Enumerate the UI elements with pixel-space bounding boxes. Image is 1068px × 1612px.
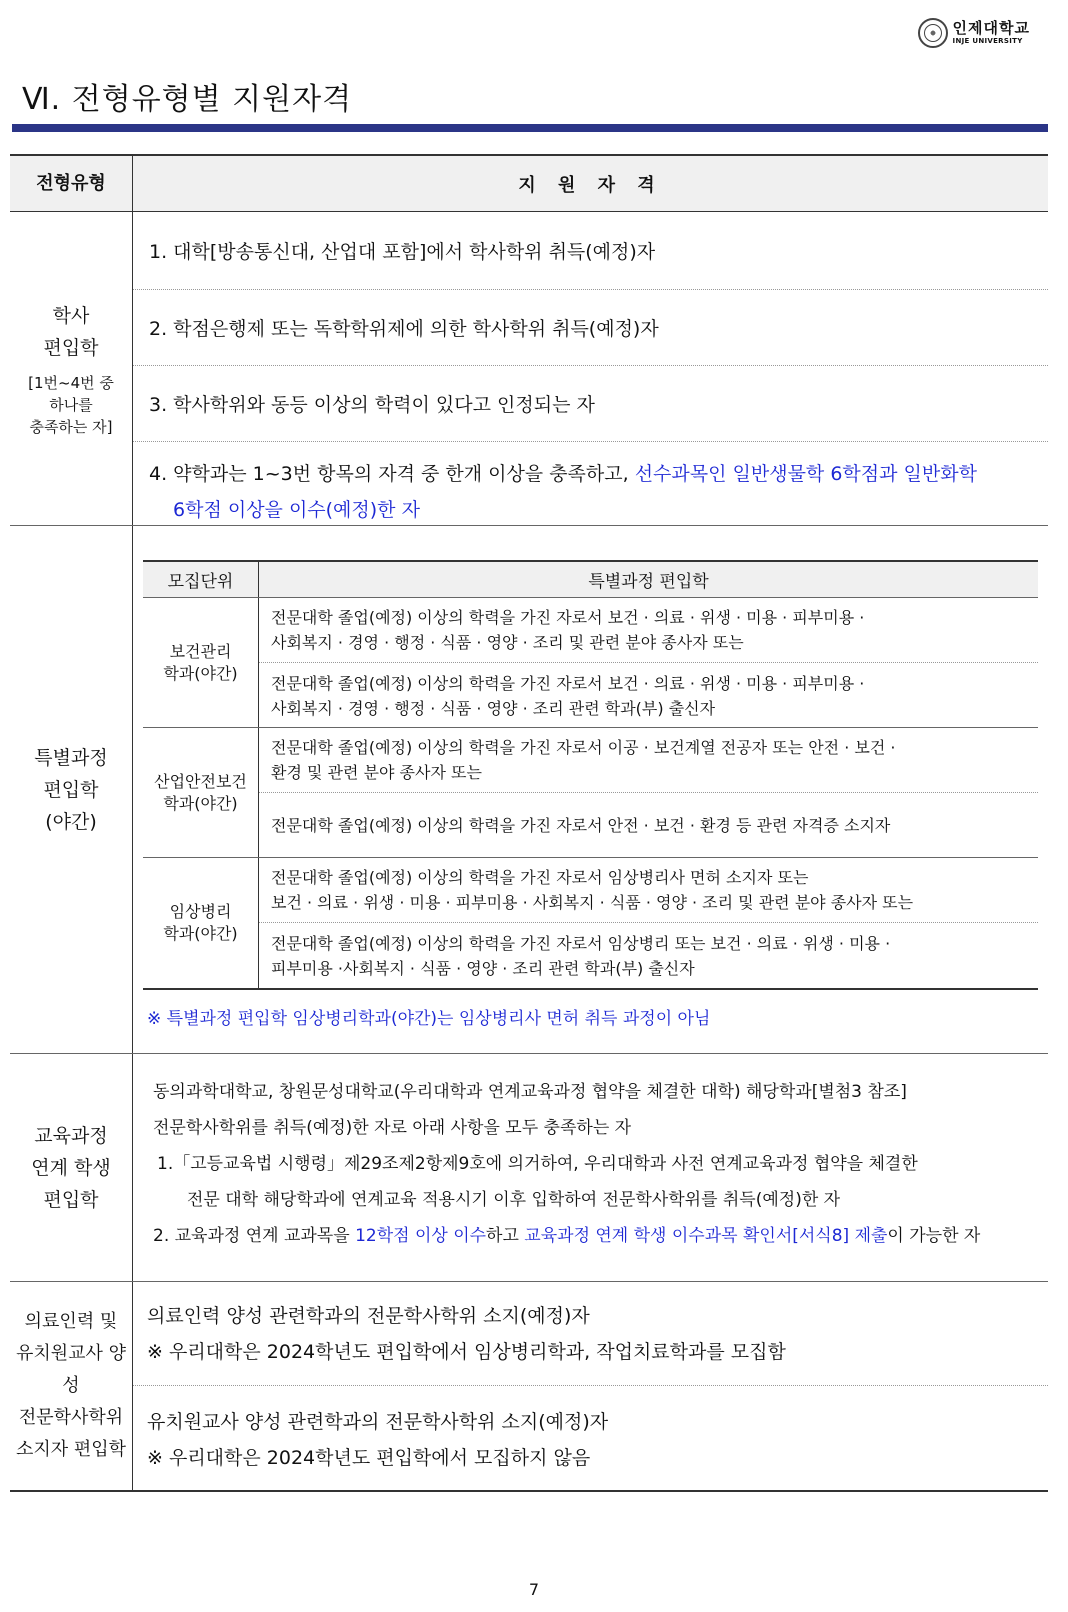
special-table <box>143 560 1038 990</box>
table-header <box>10 156 1048 212</box>
unit-clinical-qual-1-line1: 전문대학 졸업(예정) 이상의 학력을 가진 자로서 임상병리사 면허 소지자 또는 <box>271 868 809 887</box>
edu-content <box>133 1054 1048 1281</box>
unit-health-qual-2 <box>259 663 1038 728</box>
edu-line-5-highlight-form: 교육과정 연계 학생 이수과목 확인서[서식8] 제출 <box>524 1226 888 1246</box>
bachelor-label <box>10 212 133 525</box>
special-note: ※ 특별과정 편입학 임상병리학과(야간)는 임상병리사 면허 취득 과정이 아님 <box>147 1009 711 1029</box>
unit-health-quals <box>259 598 1038 727</box>
row-bachelor <box>10 212 1048 526</box>
heading-underline <box>12 124 1048 132</box>
medical-label-line2: 유치원교사 양성 <box>15 1343 127 1396</box>
eligibility-table <box>10 154 1048 1492</box>
medical-label-line4: 소지자 편입학 <box>15 1439 127 1460</box>
edu-label-line1: 교육과정 <box>34 1124 108 1147</box>
edu-line-5-c: 하고 <box>486 1226 525 1246</box>
bachelor-item-4-text: 4. 약학과는 1~3번 항목의 자격 중 한개 이상을 충족하고, <box>149 463 635 485</box>
medical-label-line1: 의료인력 및 <box>24 1311 118 1332</box>
bachelor-item-3: 3. 학사학위와 동등 이상의 학력이 있다고 인정되는 자 <box>133 366 1048 442</box>
section-heading: Ⅵ. 전형유형별 지원자격 <box>22 82 353 117</box>
unit-safety-line2: 학과(야간) <box>163 793 238 813</box>
header-eligibility: 지 원 자 격 <box>518 174 663 196</box>
unit-health-line1: 보건관리 <box>169 641 232 661</box>
unit-safety-qual-1 <box>259 728 1038 793</box>
unit-health-qual-2-line1: 전문대학 졸업(예정) 이상의 학력을 가진 자로서 보건 · 의료 · 위생 · 미용 · 피부미용 · <box>271 673 865 693</box>
special-unit-clinical <box>143 858 1038 988</box>
unit-clinical-label <box>143 858 259 988</box>
unit-clinical-qual-1 <box>259 858 1038 923</box>
unit-clinical-qual-2-line2: 피부미용 ·사회복지 · 식품 · 영양 · 조리 관련 학과(부) 출신자 <box>271 958 695 978</box>
unit-safety-qual-1-line2: 환경 및 관련 분야 종사자 또는 <box>271 763 482 782</box>
page-number: 7 <box>528 1580 540 1599</box>
header-type: 전형유형 <box>10 156 133 211</box>
special-label-line2: 편입학 <box>43 778 99 801</box>
logo-english: INJE UNIVERSITY <box>952 37 1023 45</box>
bachelor-sub <box>28 372 114 438</box>
special-label-line3: (야간) <box>45 810 97 833</box>
special-unit-health <box>143 598 1038 728</box>
medical-content <box>133 1282 1048 1490</box>
edu-line-4: 전문 대학 해당학과에 연계교육 적용시기 이후 입학하여 전문학사학위를 취득(예정)한 자 <box>187 1190 841 1210</box>
unit-health-qual-2-line2: 사회복지 · 경영 · 행정 · 식품 · 영양 · 조리 관련 학과(부) 출신자 <box>271 698 716 718</box>
medical-item <box>133 1282 1048 1386</box>
row-edu-linked <box>10 1054 1048 1282</box>
unit-clinical-line1: 임상병리 <box>169 902 232 921</box>
medical-label <box>10 1282 133 1490</box>
bachelor-sub-line1: [1번~4번 중 <box>28 373 114 392</box>
unit-health-qual-1-line2: 사회복지 · 경영 · 행정 · 식품 · 영양 · 조리 및 관련 분야 종사자 또는 <box>271 633 744 652</box>
university-logo <box>918 18 1030 48</box>
kindergarten-item-line2: ※ 우리대학은 2024학년도 편입학에서 모집하지 않음 <box>147 1447 591 1469</box>
special-header-course: 특별과정 편입학 <box>588 572 709 592</box>
medical-label-line3: 전문학사학위 <box>18 1407 124 1428</box>
unit-clinical-qual-2-line1: 전문대학 졸업(예정) 이상의 학력을 가진 자로서 임상병리 또는 보건 · 의료 · 위생 · 미용 · <box>271 933 891 953</box>
unit-safety-qual-2: 전문대학 졸업(예정) 이상의 학력을 가진 자로서 안전 · 보건 · 환경 등 관련 자격증 소지자 <box>271 816 891 835</box>
medical-item-line1: 의료인력 양성 관련학과의 전문학사학위 소지(예정)자 <box>147 1305 590 1327</box>
unit-clinical-line2: 학과(야간) <box>163 924 238 943</box>
bachelor-items <box>133 212 1048 525</box>
unit-clinical-quals <box>259 858 1038 988</box>
edu-line-3: 1.「고등교육법 시행령」제29조제2항제9호에 의거하여, 우리대학과 사전 연계교육과정 협약을 체결한 <box>157 1154 918 1174</box>
unit-health-label <box>143 598 259 727</box>
row-medical-kindergarten <box>10 1282 1048 1490</box>
bachelor-label-line1: 학사 <box>52 304 90 327</box>
edu-line-5-e: 이 가능한 자 <box>887 1226 981 1246</box>
special-label-line1: 특별과정 <box>34 746 108 769</box>
bachelor-item-1: 1. 대학[방송통신대, 산업대 포함]에서 학사학위 취득(예정)자 <box>133 212 1048 290</box>
special-table-header <box>143 562 1038 598</box>
university-seal-icon <box>918 18 948 48</box>
unit-safety-quals <box>259 728 1038 857</box>
edu-label-line2: 연계 학생 <box>31 1156 111 1179</box>
edu-line-5-a: 2. 교육과정 연계 교과목을 <box>153 1226 356 1246</box>
unit-safety-qual-1-line1: 전문대학 졸업(예정) 이상의 학력을 가진 자로서 이공 · 보건계열 전공자 또는 안전 · 보건 · <box>271 738 896 757</box>
special-content <box>133 526 1048 1053</box>
bachelor-item-2: 2. 학점은행제 또는 독학학위제에 의한 학사학위 취득(예정)자 <box>133 290 1048 366</box>
edu-label <box>10 1054 133 1281</box>
unit-clinical-qual-1-line2: 보건 · 의료 · 위생 · 미용 · 피부미용 · 사회복지 · 식품 · 영양 · 조리 및 관련 분야 종사자 또는 <box>271 893 914 912</box>
special-label <box>10 526 133 1053</box>
bachelor-item-4-highlight-2: 6학점 이상을 이수(예정)한 자 <box>173 499 420 521</box>
unit-safety-line1: 산업안전보건 <box>154 771 247 791</box>
bachelor-label-line2: 편입학 <box>43 336 99 359</box>
edu-line-5-highlight-credits: 12학점 이상 이수 <box>355 1226 487 1246</box>
medical-item-line2: ※ 우리대학은 2024학년도 편입학에서 임상병리학과, 작업치료학과를 모집함 <box>147 1341 786 1363</box>
unit-health-line2: 학과(야간) <box>163 663 238 683</box>
edu-line-1: 동의과학대학교, 창원문성대학교(우리대학과 연계교육과정 협약을 체결한 대학) 해당학과[별첨3 참조] <box>153 1082 907 1102</box>
kindergarten-item <box>133 1386 1048 1490</box>
unit-safety-label <box>143 728 259 857</box>
special-unit-safety <box>143 728 1038 858</box>
unit-clinical-qual-2 <box>259 923 1038 988</box>
edu-line-2: 전문학사학위를 취득(예정)한 자로 아래 사항을 모두 충족하는 자 <box>153 1118 632 1138</box>
row-special <box>10 526 1048 1054</box>
bachelor-sub-line2: 하나를 <box>49 395 93 414</box>
bachelor-sub-line3: 충족하는 자] <box>29 417 113 436</box>
unit-health-qual-1-line1: 전문대학 졸업(예정) 이상의 학력을 가진 자로서 보건 · 의료 · 위생 · 미용 · 피부미용 · <box>271 608 865 627</box>
logo-name: 인제대학교 <box>952 19 1030 37</box>
edu-label-line3: 편입학 <box>43 1188 99 1211</box>
unit-health-qual-1 <box>259 598 1038 663</box>
bachelor-item-4-highlight: 선수과목인 일반생물학 6학점과 일반화학 <box>634 463 977 485</box>
edu-line-5 <box>153 1218 1048 1254</box>
kindergarten-item-line1: 유치원교사 양성 관련학과의 전문학사학위 소지(예정)자 <box>147 1411 609 1433</box>
bachelor-item-4 <box>133 442 1048 526</box>
special-header-unit: 모집단위 <box>143 562 259 597</box>
